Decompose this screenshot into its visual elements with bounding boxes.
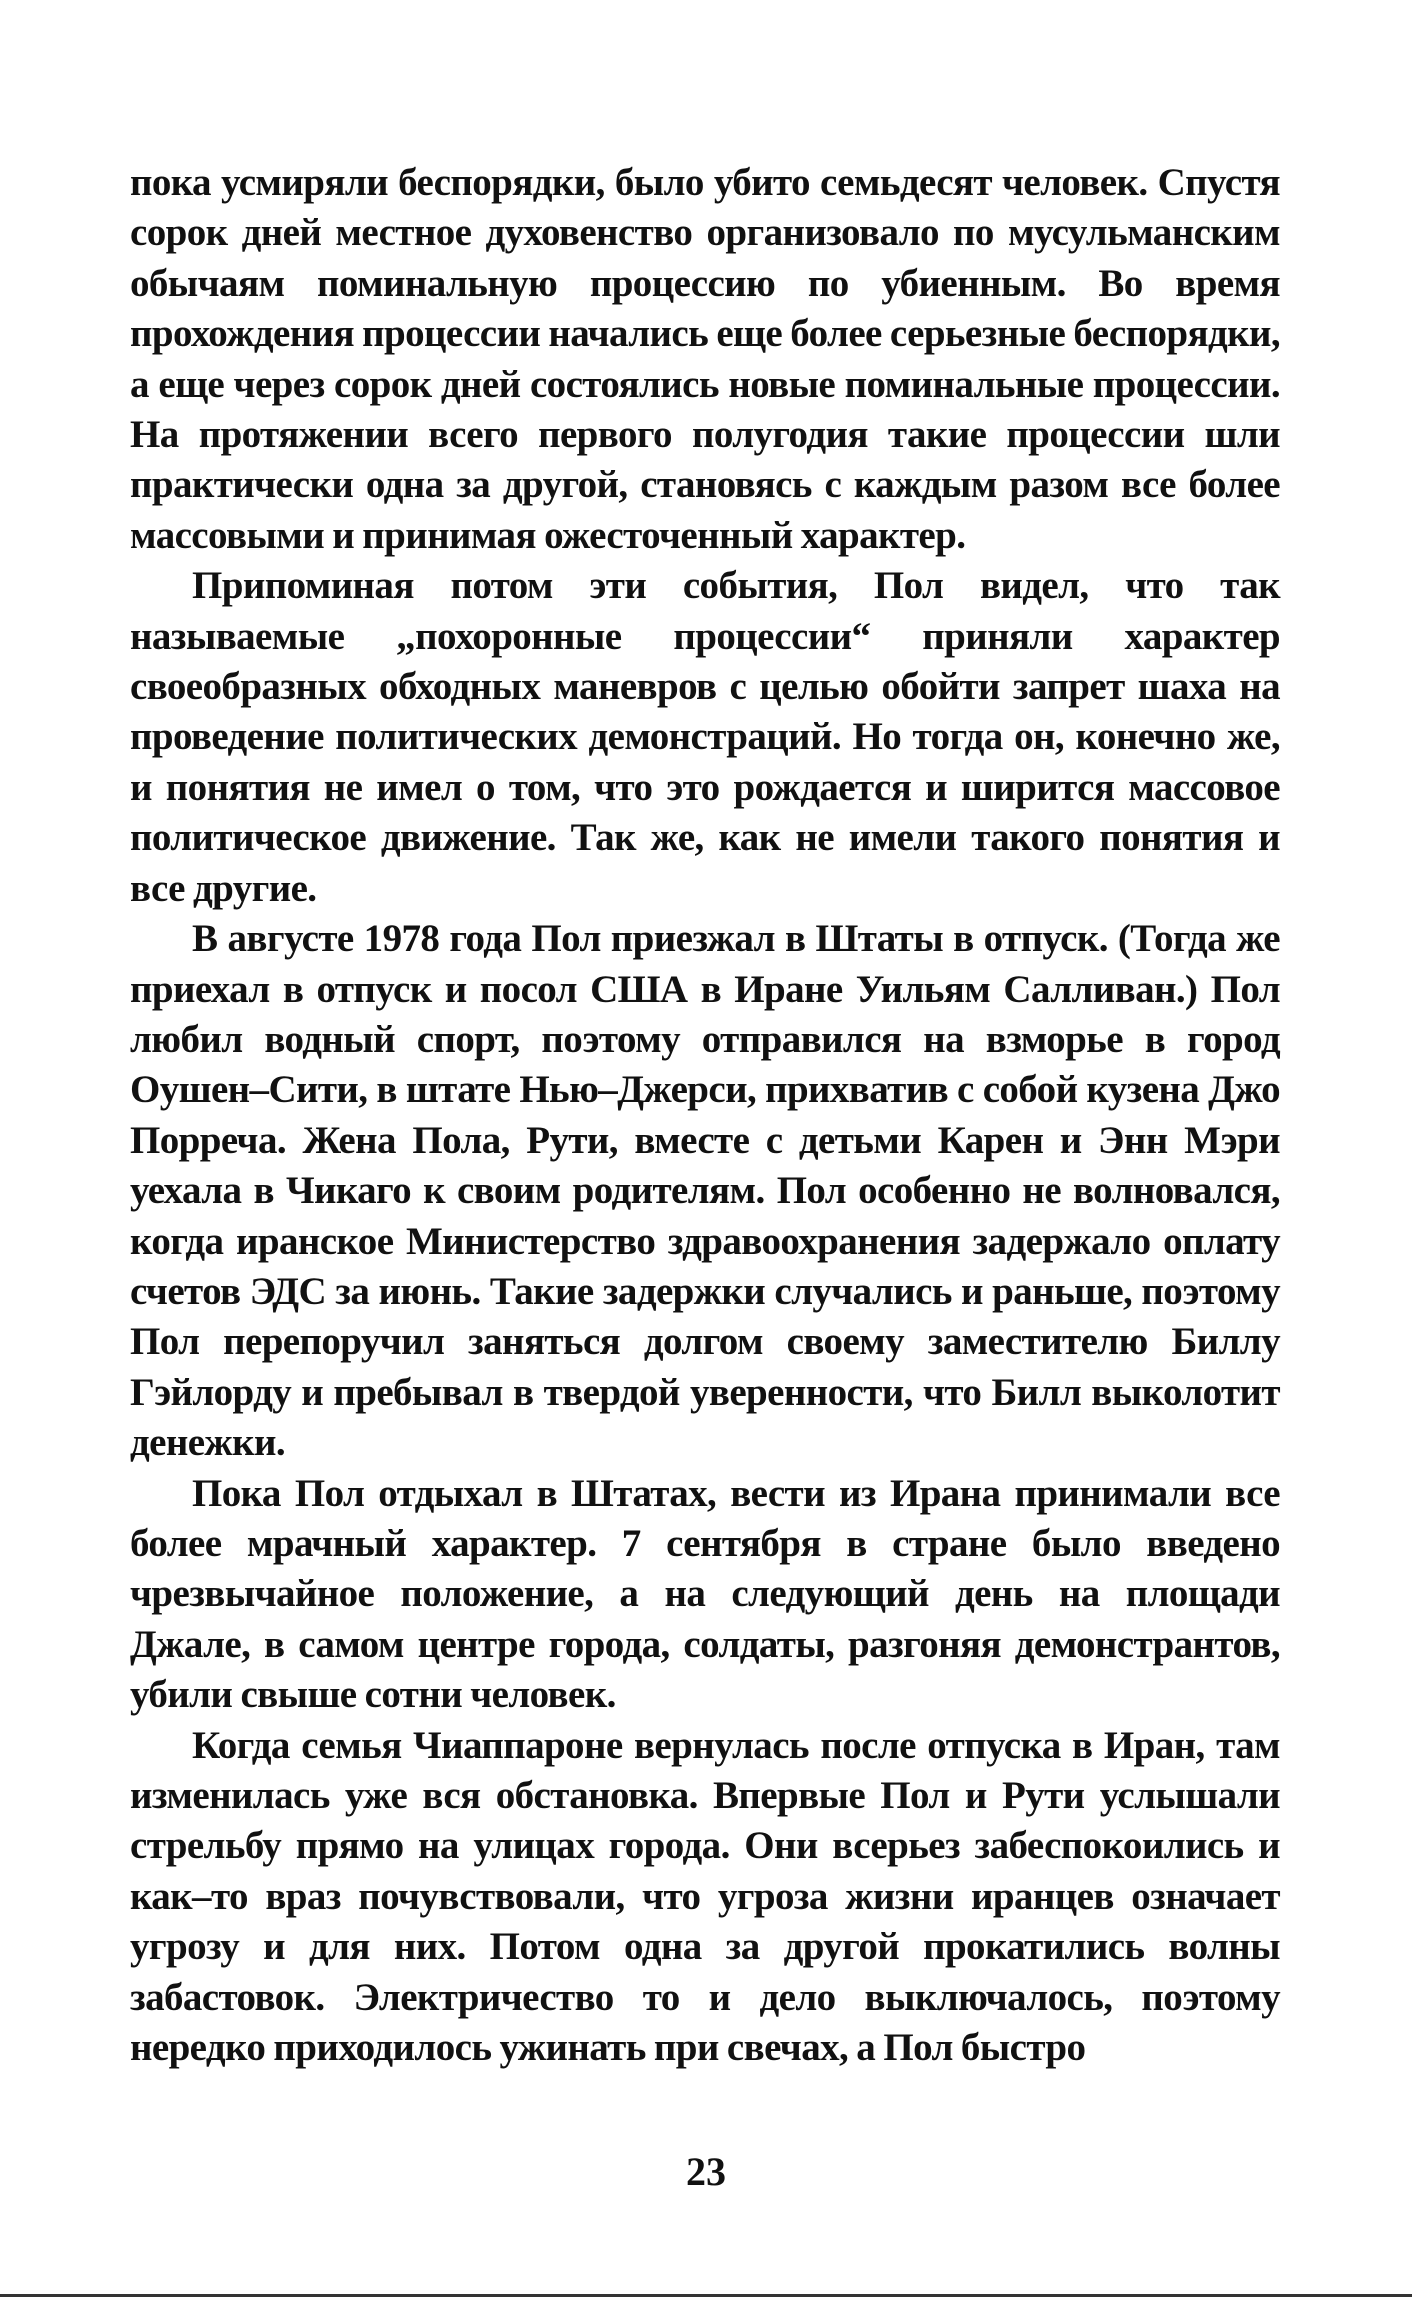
paragraph-2: Припоминая потом эти события, Пол видел, что так называемые „похоронные процессии“ приняли характер своеобразных обходных маневров с целью обойти запрет шаха на проведение политических демонстраций. Но тогда он, конечно же, и понятия не имел о том, что это рождается и ширится массовое политическое движение. Так же, как не имели такого понятия и все другие.: [130, 564, 1280, 910]
paragraph-3: В августе 1978 года Пол приезжал в Штаты в отпуск. (Тогда же приехал в отпуск и посол США в Иране Уильям Салливан.) Пол любил водный спорт, поэтому отправился на взморье в город Оушен–Сити, в штате Нью–Джерси, прихватив с собой кузена Джо Порреча. Жена Пола, Рути, вместе с детьми Карен и Энн Мэри уехала в Чикаго к своим родителям. Пол особенно не волновался, когда иранское Министерство здравоохранения задержало оплату счетов ЭДС за июнь. Такие задержки случались и раньше, поэтому Пол перепоручил заняться долгом своему заместителю Биллу Гэйлорду и пребывал в твердой уверенности, что Билл выколотит денежки.: [130, 917, 1280, 1465]
page-number: 23: [686, 2149, 726, 2194]
paragraph-5: Когда семья Чиаппароне вернулась после отпуска в Иран, там изменилась уже вся обстановка. Впервые Пол и Рути услышали стрельбу прямо на улицах города. Они всерьез забеспокоились и как–то враз почувствовали, что угроза жизни иранцев означает угрозу и для них. Потом одна за другой прокатились волны забастовок. Электричество то и дело выключалось, поэтому нередко приходилось ужинать при свечах, а Пол быстро: [130, 1723, 1280, 2070]
paragraph-4: Пока Пол отдыхал в Штатах, вести из Ирана принимали все более мрачный характер. 7 сентября в стране было введено чрезвычайное положение, а на следующий день на площади Джале, в самом центре города, солдаты, разгоняя демонстрантов, убили свыше сотни человек.: [130, 1471, 1280, 1717]
paragraph-1: пока усмиряли беспорядки, было убито семьдесят человек. Спустя сорок дней местное духовенство организовало по мусульманским обычаям поминальную процессию по убиенным. Во время прохождения процессии начались еще более серьезные беспорядки, а еще через сорок дней состоялись новые поминальные процессии. На протяжении всего первого полугодия такие процессии шли практически одна за другой, становясь с каждым разом все более массовыми и принимая ожесточенный характер.: [130, 161, 1280, 557]
body-text: [130, 158, 1280, 2073]
bottom-divider: [0, 2294, 1412, 2297]
